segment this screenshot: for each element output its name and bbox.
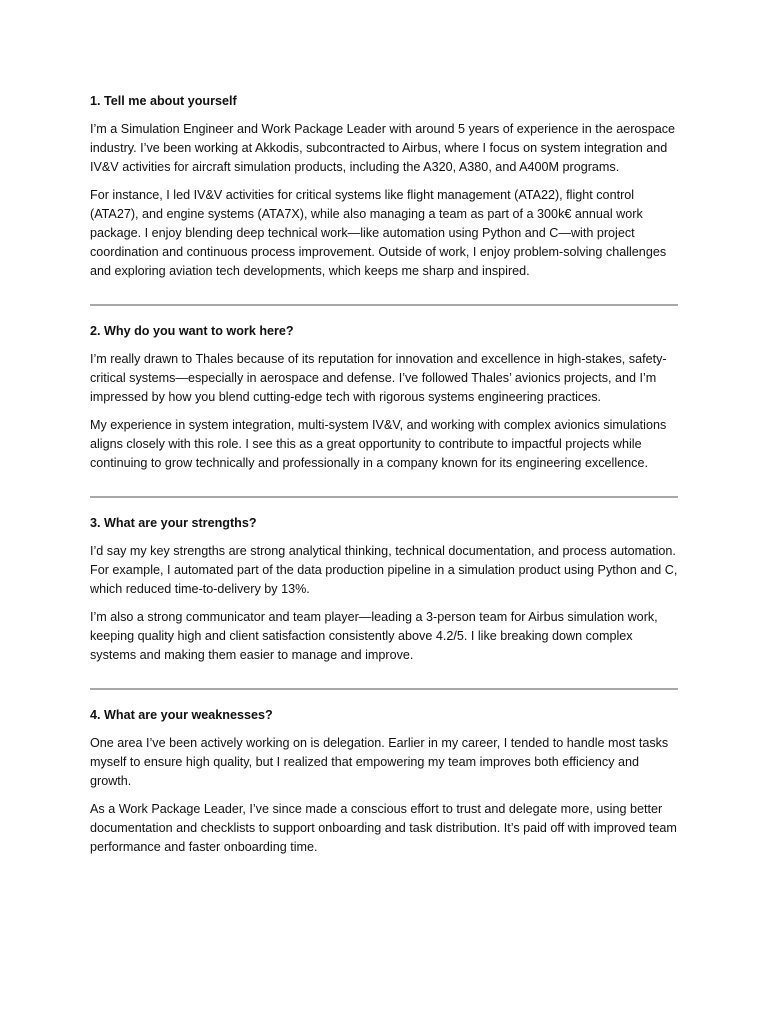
section-heading: 3. What are your strengths? <box>90 516 257 530</box>
section-heading: 2. Why do you want to work here? <box>90 324 294 338</box>
paragraph: One area I’ve been actively working on is delegation. Earlier in my career, I tended to handle most tasks myself to ensure high quality, but I realized that empowering my team improves both efficiency and growth. <box>90 736 669 788</box>
section-divider <box>90 496 678 498</box>
paragraph: I’m also a strong communicator and team player—leading a 3-person team for Airbus simulation work, keeping quality high and client satisfaction consistently above 4.2/5. I like breaking down complex systems and making them easier to manage and improve. <box>90 610 658 662</box>
section-weaknesses <box>90 706 678 857</box>
paragraph: I’m really drawn to Thales because of its reputation for innovation and excellence in high-stakes, safety-critical systems—especially in aerospace and defense. I’ve followed Thales’ avionics projects, and I’m impressed by how you blend cutting-edge tech with rigorous systems engineering practices. <box>90 352 667 404</box>
paragraph: I’m a Simulation Engineer and Work Package Leader with around 5 years of experience in the aerospace industry. I’ve been working at Akkodis, subcontracted to Airbus, where I focus on system integration and IV&V activities for aircraft simulation products, including the A320, A380, and A400M programs. <box>90 122 676 174</box>
section-heading: 1. Tell me about yourself <box>90 94 237 108</box>
section-divider <box>90 688 678 690</box>
paragraph: As a Work Package Leader, I’ve since made a conscious effort to trust and delegate more, using better documentation and checklists to support onboarding and task distribution. It’s paid off with improved team performance and faster onboarding time. <box>90 802 677 854</box>
section-strengths <box>90 514 678 665</box>
section-heading: 4. What are your weaknesses? <box>90 708 273 722</box>
paragraph: I’d say my key strengths are strong analytical thinking, technical documentation, and process automation. For example, I automated part of the data production pipeline in a simulation product using Python and C, which reduced time-to-delivery by 13%. <box>90 544 678 596</box>
paragraph: My experience in system integration, multi-system IV&V, and working with complex avionics simulations aligns closely with this role. I see this as a great opportunity to contribute to impactful projects while continuing to grow technically and professionally in a company known for its engineering excellence. <box>90 418 667 470</box>
paragraph: For instance, I led IV&V activities for critical systems like flight management (ATA22), flight control (ATA27), and engine systems (ATA7X), while also managing a team as part of a 300k€ annual work package. I enjoy blending deep technical work—like automation using Python and C—with project coordination and continuous process improvement. Outside of work, I enjoy problem-solving challenges and exploring aviation tech developments, which keeps me sharp and inspired. <box>90 188 667 278</box>
section-divider <box>90 304 678 306</box>
section-why-work-here <box>90 322 678 473</box>
section-tell-me-about-yourself <box>90 92 678 281</box>
